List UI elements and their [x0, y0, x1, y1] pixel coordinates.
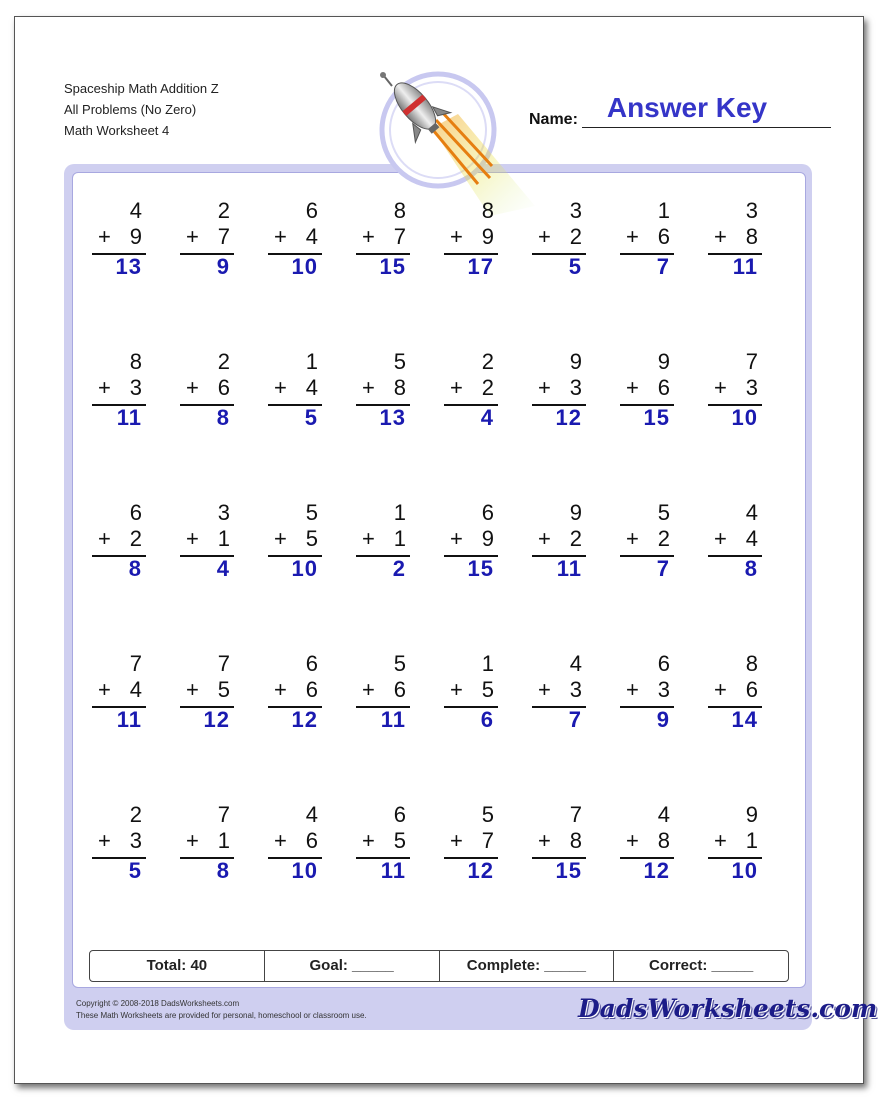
- plus-sign: +: [450, 677, 463, 702]
- addition-problem: [98, 198, 142, 279]
- addend-bottom: 6: [745, 677, 758, 702]
- addend-bottom: 2: [481, 375, 494, 400]
- addition-problem: [714, 198, 758, 279]
- worksheet-title: Spaceship Math Addition Z: [64, 81, 219, 96]
- addition-problem: [362, 500, 406, 581]
- addend-top: 1: [305, 349, 318, 374]
- addition-problem: [450, 651, 494, 732]
- addend-bottom: 8: [569, 828, 582, 853]
- addend-top: 6: [657, 651, 670, 676]
- name-line: [582, 127, 831, 128]
- answer-sum: 8: [216, 405, 230, 430]
- addend-top: 5: [305, 500, 318, 525]
- addend-top: 4: [745, 500, 758, 525]
- answer-sum: 5: [128, 858, 142, 883]
- summary-bar: [89, 950, 789, 982]
- plus-sign: +: [714, 526, 727, 551]
- addend-top: 7: [569, 802, 582, 827]
- answer-sum: 11: [380, 858, 406, 883]
- answer-sum: 5: [304, 405, 318, 430]
- answer-sum: 15: [643, 405, 670, 430]
- addend-top: 2: [481, 349, 494, 374]
- plus-sign: +: [362, 224, 375, 249]
- total-cell: Total: 40: [90, 951, 265, 981]
- answer-sum: 12: [203, 707, 230, 732]
- addition-problem: [274, 198, 318, 279]
- worksheet-subtitle: All Problems (No Zero): [64, 102, 197, 117]
- addend-bottom: 8: [657, 828, 670, 853]
- addend-top: 2: [129, 802, 142, 827]
- addend-top: 8: [745, 651, 758, 676]
- addition-problem: [450, 349, 494, 430]
- addition-problem: [538, 500, 582, 581]
- copyright-text: Copyright © 2008-2018 DadsWorksheets.com: [76, 999, 240, 1008]
- addition-problem: [98, 349, 142, 430]
- addition-problem: [274, 349, 318, 430]
- addend-top: 9: [569, 349, 582, 374]
- plus-sign: +: [362, 677, 375, 702]
- addend-top: 5: [657, 500, 670, 525]
- addend-bottom: 4: [129, 677, 142, 702]
- addition-problem: [274, 500, 318, 581]
- plus-sign: +: [98, 828, 111, 853]
- answer-sum: 10: [731, 858, 758, 883]
- addend-top: 7: [745, 349, 758, 374]
- answer-sum: 13: [379, 405, 406, 430]
- answer-sum: 10: [731, 405, 758, 430]
- answer-sum: 8: [128, 556, 142, 581]
- plus-sign: +: [626, 224, 639, 249]
- plus-sign: +: [274, 375, 287, 400]
- plus-sign: +: [98, 526, 111, 551]
- addend-top: 2: [217, 198, 230, 223]
- addend-bottom: 6: [305, 828, 318, 853]
- addend-top: 4: [569, 651, 582, 676]
- addend-top: 8: [129, 349, 142, 374]
- addend-top: 8: [393, 198, 406, 223]
- addition-problem: [714, 500, 758, 581]
- addend-bottom: 6: [305, 677, 318, 702]
- answer-sum: 12: [555, 405, 582, 430]
- addend-bottom: 9: [481, 224, 494, 249]
- plus-sign: +: [186, 224, 199, 249]
- answer-sum: 17: [467, 254, 494, 279]
- worksheet-header: [64, 78, 219, 141]
- answer-sum: 14: [731, 707, 758, 732]
- addend-bottom: 7: [217, 224, 230, 249]
- answer-sum: 8: [216, 858, 230, 883]
- addend-top: 6: [393, 802, 406, 827]
- answer-sum: 12: [643, 858, 670, 883]
- addend-bottom: 5: [217, 677, 230, 702]
- answer-sum: 15: [379, 254, 406, 279]
- addend-bottom: 3: [569, 375, 582, 400]
- addend-top: 1: [657, 198, 670, 223]
- addition-problem: [186, 198, 230, 279]
- addition-problem: [98, 500, 142, 581]
- plus-sign: +: [186, 828, 199, 853]
- goal-cell: Goal: _____: [265, 951, 440, 981]
- addend-bottom: 6: [393, 677, 406, 702]
- plus-sign: +: [626, 828, 639, 853]
- problem-area: [72, 172, 806, 988]
- addend-bottom: 4: [305, 375, 318, 400]
- addend-top: 2: [217, 349, 230, 374]
- answer-sum: 15: [555, 858, 582, 883]
- answer-sum: 7: [568, 707, 582, 732]
- addend-top: 7: [129, 651, 142, 676]
- plus-sign: +: [274, 677, 287, 702]
- plus-sign: +: [274, 526, 287, 551]
- addend-top: 6: [129, 500, 142, 525]
- answer-sum: 7: [656, 556, 670, 581]
- plus-sign: +: [186, 375, 199, 400]
- name-label: Name:: [529, 111, 578, 128]
- addend-bottom: 3: [745, 375, 758, 400]
- answer-sum: 9: [656, 707, 670, 732]
- addend-bottom: 4: [305, 224, 318, 249]
- plus-sign: +: [538, 828, 551, 853]
- addend-bottom: 1: [393, 526, 406, 551]
- plus-sign: +: [274, 828, 287, 853]
- addition-problem: [538, 198, 582, 279]
- plus-sign: +: [450, 375, 463, 400]
- answer-sum: 10: [291, 858, 318, 883]
- addend-top: 5: [393, 349, 406, 374]
- answer-key-label: Answer Key: [606, 92, 768, 123]
- addend-top: 8: [481, 198, 494, 223]
- addend-bottom: 2: [657, 526, 670, 551]
- plus-sign: +: [626, 526, 639, 551]
- addend-top: 4: [305, 802, 318, 827]
- plus-sign: +: [626, 375, 639, 400]
- plus-sign: +: [538, 224, 551, 249]
- plus-sign: +: [186, 677, 199, 702]
- plus-sign: +: [450, 526, 463, 551]
- addend-bottom: 6: [657, 224, 670, 249]
- addend-bottom: 3: [657, 677, 670, 702]
- addition-problem: [450, 500, 494, 581]
- plus-sign: +: [538, 526, 551, 551]
- answer-sum: 10: [291, 254, 318, 279]
- addend-bottom: 1: [217, 828, 230, 853]
- plus-sign: +: [98, 677, 111, 702]
- answer-sum: 11: [116, 405, 142, 430]
- addition-problem: [538, 802, 582, 883]
- plus-sign: +: [98, 224, 111, 249]
- plus-sign: +: [714, 677, 727, 702]
- addition-problem: [538, 349, 582, 430]
- addition-problem: [626, 349, 670, 430]
- addend-bottom: 9: [481, 526, 494, 551]
- addend-top: 5: [481, 802, 494, 827]
- addition-problem: [450, 802, 494, 883]
- answer-sum: 11: [732, 254, 758, 279]
- plus-sign: +: [450, 828, 463, 853]
- answer-sum: 11: [380, 707, 406, 732]
- plus-sign: +: [538, 375, 551, 400]
- addend-top: 9: [569, 500, 582, 525]
- addend-top: 5: [393, 651, 406, 676]
- answer-sum: 13: [115, 254, 142, 279]
- addend-bottom: 8: [393, 375, 406, 400]
- plus-sign: +: [626, 677, 639, 702]
- addition-problem: [362, 349, 406, 430]
- addend-top: 9: [745, 802, 758, 827]
- addend-bottom: 7: [393, 224, 406, 249]
- addend-top: 7: [217, 802, 230, 827]
- plus-sign: +: [274, 224, 287, 249]
- addend-bottom: 7: [481, 828, 494, 853]
- answer-sum: 12: [291, 707, 318, 732]
- addend-bottom: 2: [129, 526, 142, 551]
- addition-problem: [626, 500, 670, 581]
- addend-top: 3: [217, 500, 230, 525]
- addend-bottom: 5: [305, 526, 318, 551]
- addition-problem: [538, 651, 582, 732]
- addend-top: 4: [129, 198, 142, 223]
- addend-top: 9: [657, 349, 670, 374]
- answer-sum: 4: [216, 556, 230, 581]
- addend-bottom: 3: [129, 828, 142, 853]
- plus-sign: +: [362, 526, 375, 551]
- addition-problem: [186, 802, 230, 883]
- addend-top: 6: [305, 651, 318, 676]
- addition-problem: [186, 651, 230, 732]
- addition-problem: [714, 802, 758, 883]
- complete-cell: Complete: _____: [440, 951, 615, 981]
- addend-bottom: 6: [657, 375, 670, 400]
- answer-sum: 11: [116, 707, 142, 732]
- dadsworksheets-logo: DadsWorksheets.com: [578, 994, 878, 1023]
- footer-text: [76, 998, 367, 1022]
- addition-problem: [626, 802, 670, 883]
- addend-bottom: 3: [569, 677, 582, 702]
- addition-problem: [274, 651, 318, 732]
- plus-sign: +: [714, 828, 727, 853]
- plus-sign: +: [362, 828, 375, 853]
- answer-sum: 7: [656, 254, 670, 279]
- usage-notice: These Math Worksheets are provided for personal, homeschool or classroom use.: [76, 1011, 367, 1020]
- addend-bottom: 1: [217, 526, 230, 551]
- plus-sign: +: [362, 375, 375, 400]
- addition-problem: [98, 651, 142, 732]
- addend-top: 3: [745, 198, 758, 223]
- addend-bottom: 8: [745, 224, 758, 249]
- addition-problem: [362, 198, 406, 279]
- addend-bottom: 6: [217, 375, 230, 400]
- answer-sum: 10: [291, 556, 318, 581]
- addend-top: 1: [393, 500, 406, 525]
- addend-top: 4: [657, 802, 670, 827]
- addend-bottom: 2: [569, 526, 582, 551]
- addition-problem: [362, 651, 406, 732]
- addend-bottom: 5: [481, 677, 494, 702]
- plus-sign: +: [450, 224, 463, 249]
- answer-sum: 9: [216, 254, 230, 279]
- correct-cell: Correct: _____: [649, 957, 754, 974]
- answer-sum: 11: [556, 556, 582, 581]
- plus-sign: +: [714, 224, 727, 249]
- addend-bottom: 2: [569, 224, 582, 249]
- answer-sum: 8: [744, 556, 758, 581]
- addition-problem: [714, 349, 758, 430]
- addition-problem: [98, 802, 142, 883]
- addend-top: 1: [481, 651, 494, 676]
- addition-problem: [362, 802, 406, 883]
- worksheet-number: Math Worksheet 4: [64, 123, 170, 138]
- answer-sum: 6: [480, 707, 494, 732]
- addend-bottom: 3: [129, 375, 142, 400]
- addition-problem: [450, 198, 494, 279]
- addend-top: 3: [569, 198, 582, 223]
- plus-sign: +: [714, 375, 727, 400]
- addend-bottom: 1: [745, 828, 758, 853]
- addition-problem: [714, 651, 758, 732]
- answer-sum: 12: [467, 858, 494, 883]
- plus-sign: +: [538, 677, 551, 702]
- addition-problem: [626, 651, 670, 732]
- addition-problem: [186, 349, 230, 430]
- plus-sign: +: [186, 526, 199, 551]
- addition-problem: [626, 198, 670, 279]
- addend-top: 7: [217, 651, 230, 676]
- addition-problem: [274, 802, 318, 883]
- addend-top: 6: [305, 198, 318, 223]
- addend-bottom: 9: [129, 224, 142, 249]
- addition-problem: [186, 500, 230, 581]
- addend-bottom: 4: [745, 526, 758, 551]
- addend-top: 6: [481, 500, 494, 525]
- plus-sign: +: [98, 375, 111, 400]
- answer-sum: 2: [392, 556, 406, 581]
- answer-sum: 15: [467, 556, 494, 581]
- answer-sum: 4: [480, 405, 494, 430]
- answer-sum: 5: [568, 254, 582, 279]
- addend-bottom: 5: [393, 828, 406, 853]
